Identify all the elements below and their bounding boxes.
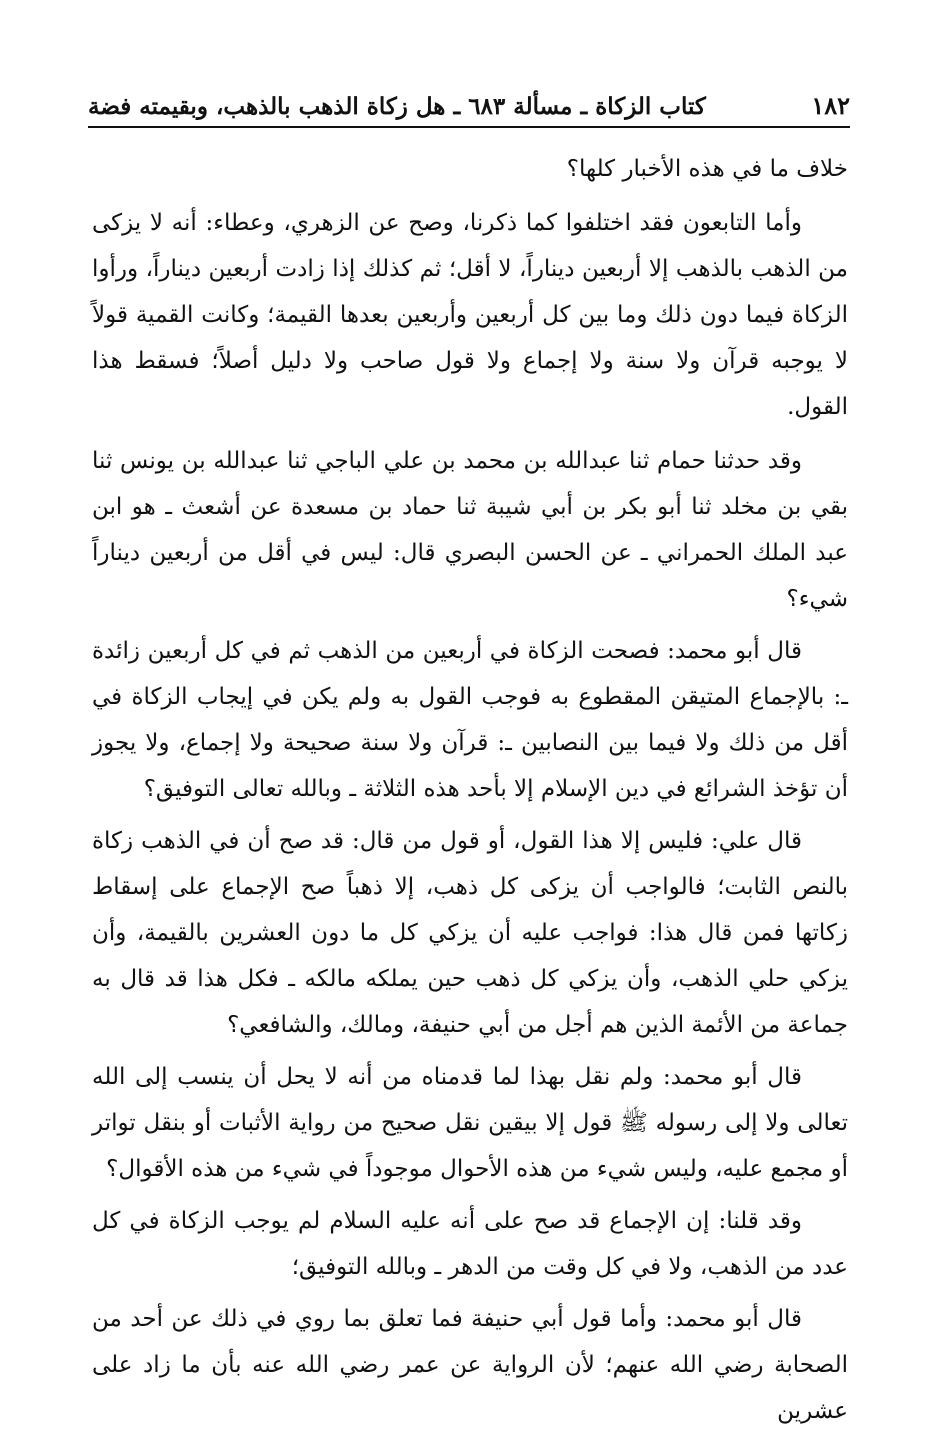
paragraph: خلاف ما في هذه الأخبار كلها؟ xyxy=(566,156,848,182)
paragraph: قال علي: فليس إلا هذا القول، أو قول من قال: قد صح أن في الذهب زكاة بالنص الثابت؛ فالواجب أن يزكى كل ذهب، إلا ذهباً صح الإجماع على إسقاط زكاتها فمن قال هذا: فواجب عليه أن يزكي كل ما دون العشرين بالقيمة، وأن يزكي حلي الذهب، وأن يزكي كل ذهب حين يملكه مالكه ـ فكل هذا قد قال به جماعة من الأئمة الذين هم أجل من أبي حنيفة، ومالك، والشافعي؟ xyxy=(92,828,848,1038)
paragraph: وقد قلنا: إن الإجماع قد صح على أنه عليه السلام لم يوجب الزكاة في كل عدد من الذهب، ولا في كل وقت من الدهر ـ وبالله التوفيق؛ xyxy=(92,1208,848,1280)
running-title: كتاب الزكاة ـ مسألة ٦٨٣ ـ هل زكاة الذهب بالذهب، وبقيمته فضة xyxy=(88,93,706,120)
paragraph: قال أبو محمد: وأما قول أبي حنيفة فما تعلق بما روي في ذلك عن أحد من الصحابة رضي الله عنهم؛ لأن الرواية عن عمر رضي الله عنه بأن ما زاد على عشرين xyxy=(92,1306,848,1424)
page-number: ١٨٢ xyxy=(811,91,850,120)
page-header xyxy=(88,70,850,128)
paragraph: قال أبو محمد: فصحت الزكاة في أربعين من الذهب ثم في كل أربعين زائدة ـ: بالإجماع المتيقن المقطوع به فوجب القول به ولم يكن في إيجاب الزكاة في أقل من ذلك ولا فيما بين النصابين ـ: قرآن ولا سنة صحيحة ولا إجماع، ولا يجوز أن تؤخذ الشرائع في دين الإسلام إلا بأحد هذه الثلاثة ـ وبالله تعالى التوفيق؟ xyxy=(92,638,848,802)
page-body xyxy=(92,146,848,1440)
paragraph: قال أبو محمد: ولم نقل بهذا لما قدمناه من أنه لا يحل أن ينسب إلى الله تعالى ولا إلى رسوله ﷺ قول إلا بيقين نقل صحيح من رواية الأثبات أو بنقل تواتر أو مجمع عليه، وليس شيء من هذه الأحوال موجوداً في شيء من هذه الأقوال؟ xyxy=(92,1064,848,1182)
paragraph: وقد حدثنا حمام ثنا عبدالله بن محمد بن علي الباجي ثنا عبدالله بن يونس ثنا بقي بن مخلد ثنا أبو بكر بن أبي شيبة ثنا حماد بن مسعدة عن أشعث ـ هو ابن عبد الملك الحمراني ـ عن الحسن البصري قال: ليس في أقل من أربعين ديناراً شيء؟ xyxy=(92,448,848,612)
paragraph: وأما التابعون فقد اختلفوا كما ذكرنا، وصح عن الزهري، وعطاء: أنه لا يزكى من الذهب بالذهب إلا أربعين ديناراً، لا أقل؛ ثم كذلك إذا زادت أربعين ديناراً، ورأوا الزكاة فيما دون ذلك وما بين كل أربعين وأربعين بعدها القيمة؛ وكانت القمية قولاً لا يوجبه قرآن ولا سنة ولا إجماع ولا قول صاحب ولا دليل أصلاً؛ فسقط هذا القول. xyxy=(92,210,848,420)
